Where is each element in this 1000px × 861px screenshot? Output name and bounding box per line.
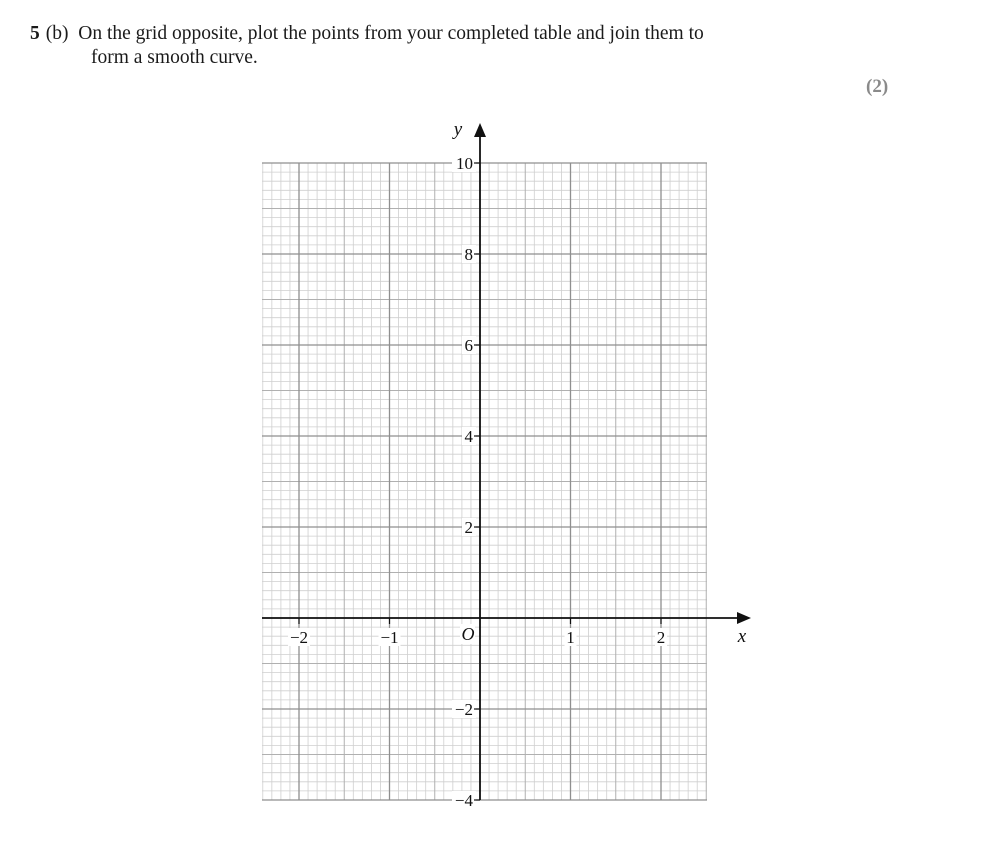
axis-labels: [288, 119, 747, 810]
y-axis-arrow-icon: [474, 123, 486, 137]
question-text-line1: On the grid opposite, plot the points from your completed table and join them to: [78, 23, 704, 44]
x-tick-label: 2: [656, 628, 666, 647]
y-tick-label: −4: [454, 791, 473, 810]
y-tick-label: 6: [464, 336, 473, 355]
y-tick-label: 2: [464, 518, 473, 537]
x-axis-arrow-icon: [737, 612, 751, 624]
grid-mid-lines: [262, 163, 707, 800]
y-tick-label: 10: [456, 154, 473, 173]
y-tick-label: −2: [454, 700, 473, 719]
question-part: (b): [45, 23, 69, 44]
x-tick-label: −2: [289, 628, 309, 647]
marks-label: (2): [866, 76, 889, 97]
x-axis-label: x: [737, 626, 747, 647]
origin-label: O: [461, 624, 475, 644]
x-tick-label: −1: [380, 628, 399, 647]
y-tick-label: 4: [464, 427, 473, 446]
y-tick-label: 8: [464, 245, 473, 264]
x-tick-label: 1: [566, 628, 575, 647]
y-axis-label: y: [453, 119, 463, 140]
question-number: 5: [30, 23, 40, 44]
question-text-line2: form a smooth curve.: [91, 47, 258, 68]
